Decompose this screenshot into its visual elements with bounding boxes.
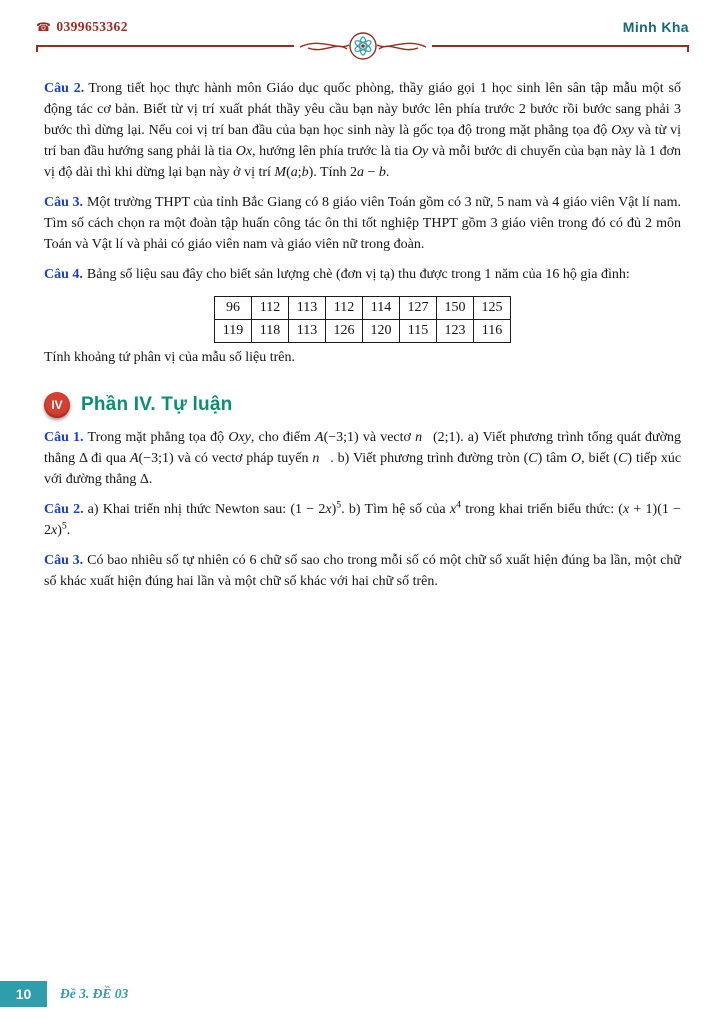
question-label: Câu 3. xyxy=(44,553,84,568)
phone-number xyxy=(36,19,128,35)
table-cell: 125 xyxy=(474,297,511,320)
question-text: a) Khai triển nhị thức Newton sau: $(1 - 2x)^5$. b) Tìm hệ số của $x^4$ trong khai triển biểu thức: $(x + 1)(1 - 2x)^5$. xyxy=(44,499,681,538)
table-note: Tính khoảng tứ phân vị của mẫu số liệu trên. xyxy=(44,350,295,365)
phone-text: 0399653362 xyxy=(56,19,128,34)
question-text: Trong mặt phẳng tọa độ Oxy, cho điểm A(−3;1) và vectơ n⃗(2;1). a) Viết phương trình tổng quát đường thẳng Δ đi qua A(−3;1) và có vectơ pháp tuyến n⃗. b) Viết phương trình đường tròn (C) tâm O, biết (C) tiếp xúc với đường thẳng Δ. xyxy=(44,430,682,487)
section-badge-icon: IV xyxy=(44,392,70,418)
question xyxy=(44,192,681,255)
table-cell: 126 xyxy=(326,320,363,343)
table-cell: 112 xyxy=(252,297,289,320)
table-row xyxy=(215,320,511,343)
question-text: Bảng số liệu sau đây cho biết sản lượng chè (đơn vị tạ) thu được trong 1 năm của 16 hộ gia đình: xyxy=(86,267,630,282)
table-cell: 114 xyxy=(363,297,400,320)
page-header xyxy=(0,0,725,61)
question-text: Một trường THPT của tỉnh Bắc Giang có 8 giáo viên Toán gồm có 3 nữ, 5 nam và 4 giáo viên Vật lí nam. Tìm số cách chọn ra một đoàn tập huấn công tác ôn thi tốt nghiệp THPT gồm 3 giáo viên trong đó có đủ 2 môn Toán và Vật lí và phải có giáo viên nam và giáo viên nữ trong đoàn. xyxy=(44,195,681,252)
question-label: Câu 1. xyxy=(44,430,84,445)
table-cell: 112 xyxy=(326,297,363,320)
table-cell: 123 xyxy=(437,320,474,343)
footer-label: Đề 3. ĐỀ 03 xyxy=(60,986,129,1001)
header-rule xyxy=(36,37,689,61)
question-text: Trong tiết học thực hành môn Giáo dục quốc phòng, thầy giáo gọi 1 học sinh lên sân tập mẫu một số động tác cơ bản. Biết từ vị trí xuất phát thầy yêu cầu bạn này bước lên phía trước 2 bước rồi bước sang phải 3 bước thì dừng lại. Nếu coi vị trí ban đầu của bạn học sinh này là gốc tọa độ trong mặt phẳng tọa độ Oxy và từ vị trí ban đầu hướng sang phải là tia Ox, hướng lên phía trước là tia Oy và mỗi bước di chuyển của bạn này là 1 đơn vị độ dài thì khi dừng lại bạn này ở vị trí M(a;b). Tính 2a − b. xyxy=(44,81,681,180)
table-cell: 96 xyxy=(215,297,252,320)
question xyxy=(44,78,681,183)
table-cell: 115 xyxy=(400,320,437,343)
table-cell: 118 xyxy=(252,320,289,343)
table-cell: 120 xyxy=(363,320,400,343)
section-header xyxy=(44,392,681,418)
table-cell: 127 xyxy=(400,297,437,320)
table-cell: 119 xyxy=(215,320,252,343)
question xyxy=(44,499,681,541)
question xyxy=(44,550,681,592)
section-title: Phần IV. Tự luận xyxy=(81,394,233,415)
table-cell: 113 xyxy=(289,297,326,320)
table-cell: 150 xyxy=(437,297,474,320)
question-label: Câu 4. xyxy=(44,267,83,282)
question-label: Câu 3. xyxy=(44,195,84,210)
question-label: Câu 2. xyxy=(44,81,85,96)
table-cell: 116 xyxy=(474,320,511,343)
page-footer xyxy=(0,981,128,1007)
table-row xyxy=(215,297,511,320)
document-body xyxy=(0,61,725,592)
question-label: Câu 2. xyxy=(44,502,84,517)
question xyxy=(44,427,681,490)
question-text: Có bao nhiêu số tự nhiên có 6 chữ số sao cho trong mỗi số có một chữ số xuất hiện đúng ba lần, một chữ số khác xuất hiện đúng hai lần và một chữ số khác với hai chữ số trên. xyxy=(44,553,681,589)
page-number: 10 xyxy=(0,981,47,1007)
lotus-ornament-icon xyxy=(288,29,438,63)
data-table xyxy=(214,296,511,343)
question xyxy=(44,264,681,285)
brand-name: Minh Kha xyxy=(622,19,689,35)
table-cell: 113 xyxy=(289,320,326,343)
phone-icon: ☎ xyxy=(36,20,52,34)
